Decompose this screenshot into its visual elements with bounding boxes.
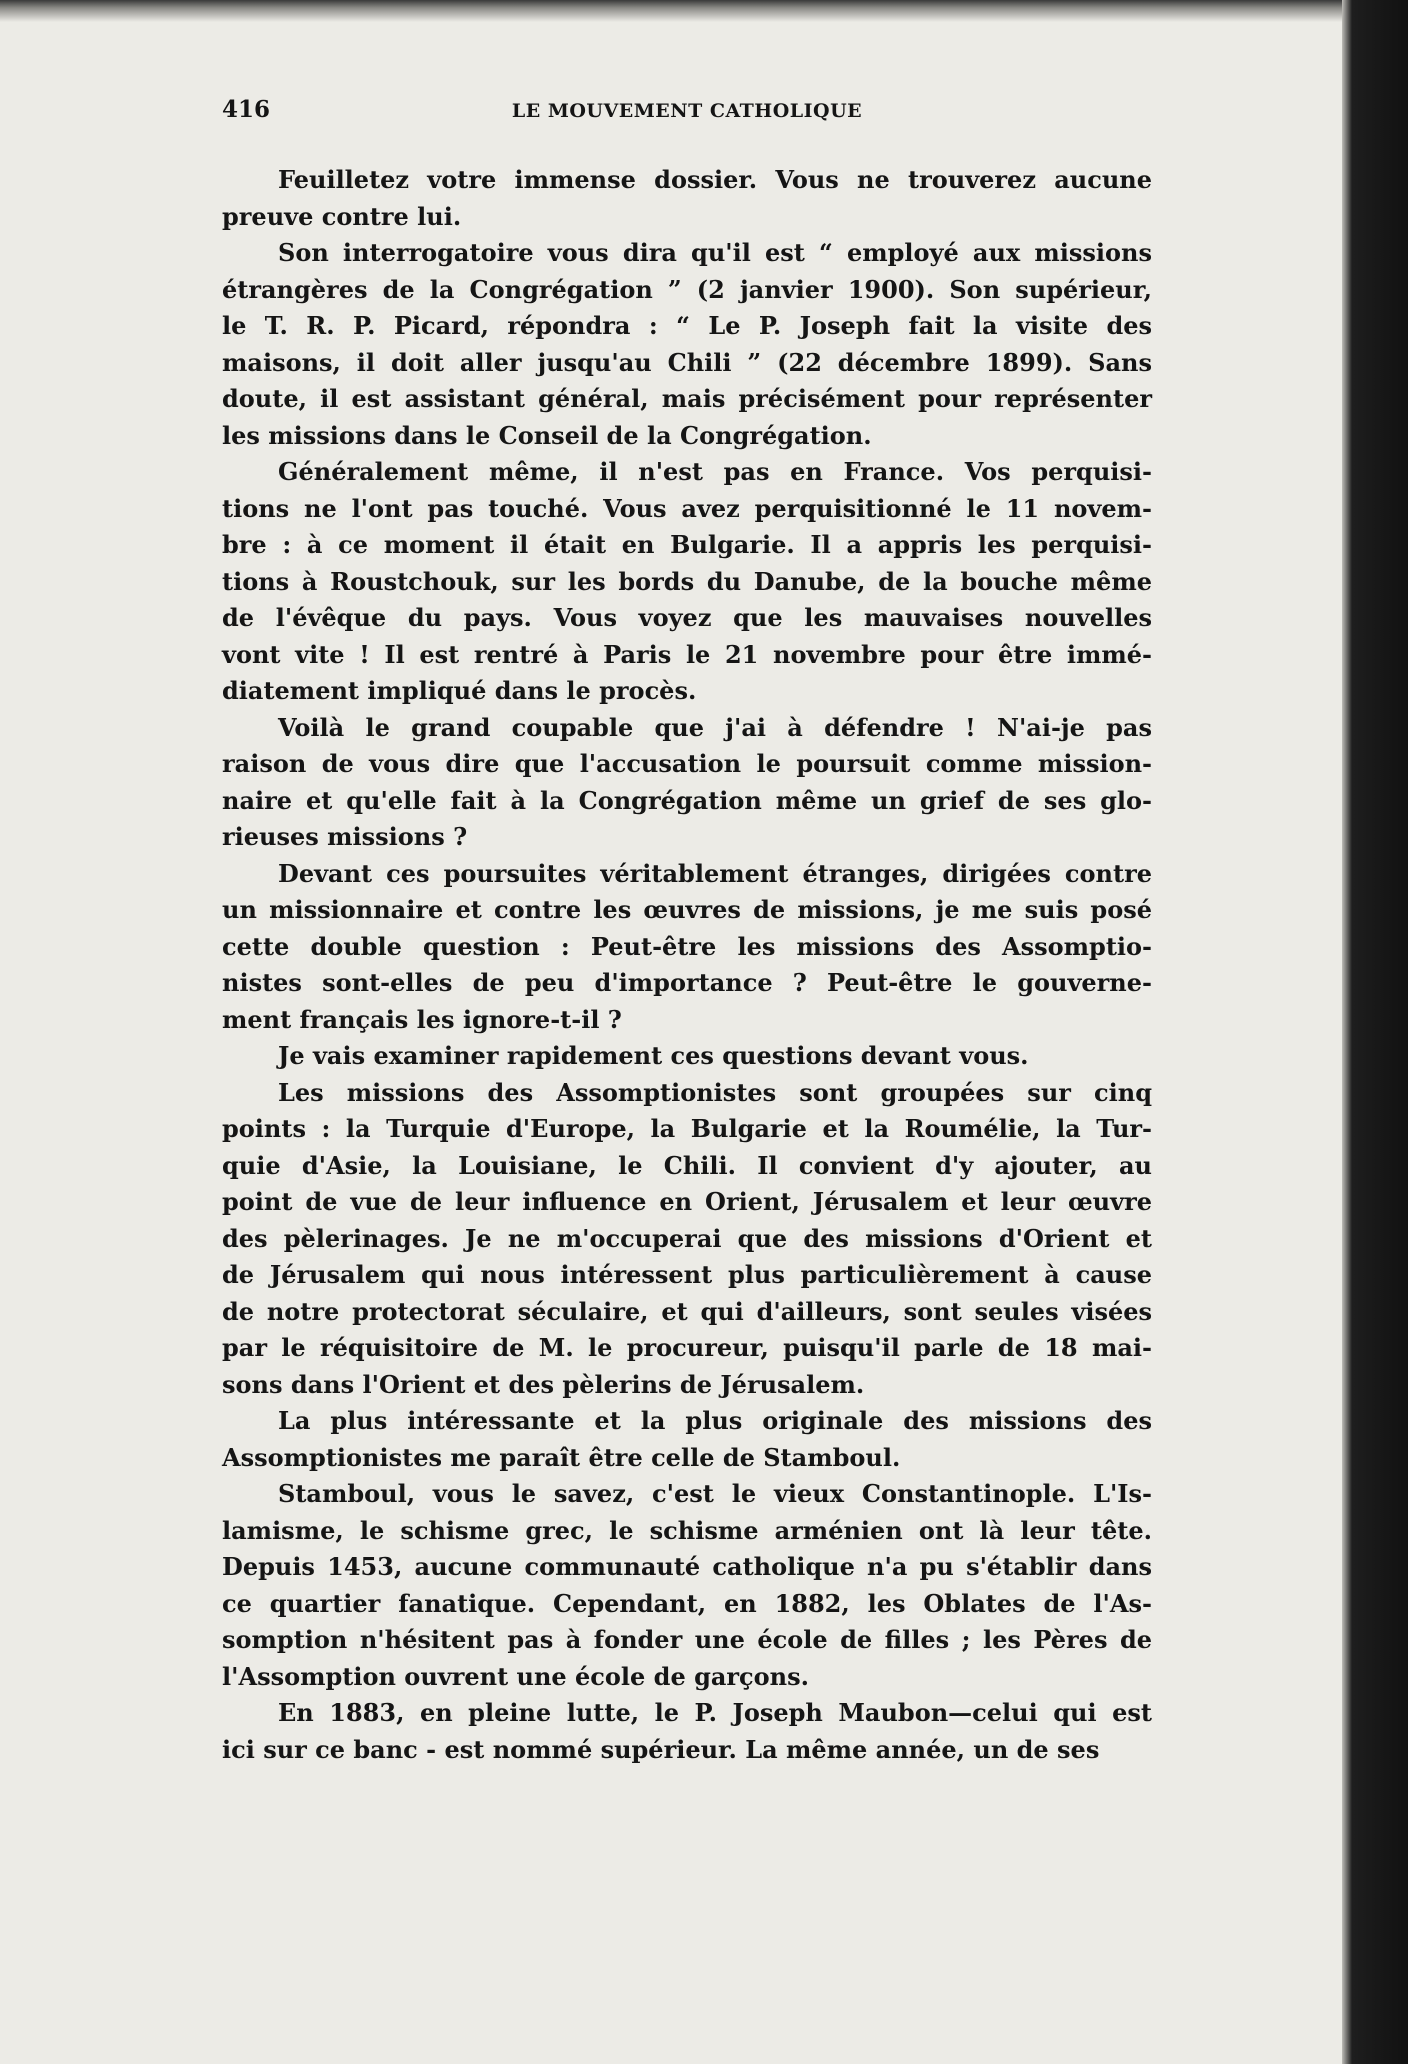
text-line: de notre protectorat séculaire, et qui d'ailleurs, sont seules visées: [222, 1296, 1152, 1326]
paragraph: [222, 454, 1152, 710]
paragraph: [222, 162, 1152, 235]
text-line: tions ne l'ont pas touché. Vous avez perquisitionné le 11 novem-: [222, 493, 1152, 523]
text-line: point de vue de leur influence en Orient, Jérusalem et leur œuvre: [222, 1187, 1152, 1216]
paragraph: [222, 1075, 1152, 1404]
text-line: naire et qu'elle fait à la Congrégation même un grief de ses glo-: [222, 785, 1152, 815]
text-line: doute, il est assistant général, mais précisément pour représenter: [222, 384, 1152, 413]
text-line: Stamboul, vous le savez, c'est le vieux Constantinople. L'Is-: [278, 1479, 1152, 1508]
text-line: somption n'hésitent pas à fonder une école de filles ; les Pères de: [222, 1625, 1152, 1654]
text-line: Je vais examiner rapidement ces questions devant vous.: [278, 1041, 1029, 1070]
paragraph: [222, 856, 1152, 1039]
text-line: raison de vous dire que l'accusation le poursuit comme mission-: [222, 749, 1152, 778]
text-line: Son interrogatoire vous dira qu'il est “ employé aux missions: [278, 238, 1152, 267]
text-line: Généralement même, il n'est pas en France. Vos perquisi-: [278, 457, 1152, 486]
text-line: vont vite ! Il est rentré à Paris le 21 novembre pour être immé-: [222, 639, 1152, 669]
text-line: Les missions des Assomptionistes sont groupées sur cinq: [278, 1077, 1152, 1107]
text-line: un missionnaire et contre les œuvres de missions, je me suis posé: [222, 895, 1152, 924]
page-content: [222, 96, 1152, 1768]
text-line: En 1883, en pleine lutte, le P. Joseph Maubon—celui qui est: [278, 1698, 1152, 1727]
text-line: maisons, il doit aller jusqu'au Chili ” (22 décembre 1899). Sans: [222, 347, 1152, 377]
text-line: étrangères de la Congrégation ” (2 janvier 1900). Son supérieur,: [222, 274, 1152, 304]
text-line: par le réquisitoire de M. le procureur, puisqu'il parle de 18 mai-: [222, 1333, 1152, 1362]
text-line: tions à Roustchouk, sur les bords du Danube, de la bouche même: [222, 566, 1152, 596]
text-line: diatement impliqué dans le procès.: [222, 676, 697, 705]
text-line: ce quartier fanatique. Cependant, en 1882, les Oblates de l'As-: [222, 1588, 1152, 1618]
top-edge-shadow: [0, 0, 1408, 22]
text-line: sons dans l'Orient et des pèlerins de Jérusalem.: [222, 1369, 865, 1399]
text-line: quie d'Asie, la Louisiane, le Chili. Il convient d'y ajouter, au: [222, 1150, 1152, 1180]
running-head: [222, 96, 1152, 136]
running-title: LE MOUVEMENT CATHOLIQUE: [511, 100, 863, 122]
text-line: preuve contre lui.: [222, 201, 462, 231]
text-line: bre : à ce moment il était en Bulgarie. Il a appris les perquisi-: [222, 530, 1152, 559]
text-line: l'Assomption ouvrent une école de garçons.: [222, 1661, 809, 1691]
text-line: de Jérusalem qui nous intéressent plus particulièrement à cause: [222, 1260, 1152, 1289]
paragraph: [222, 235, 1152, 454]
paragraph: [222, 1038, 1152, 1075]
text-line: Feuilletez votre immense dossier. Vous ne trouverez aucune: [278, 165, 1152, 194]
paragraph: [222, 1403, 1152, 1476]
text-line: lamisme, le schisme grec, le schisme arménien ont là leur tête.: [222, 1515, 1152, 1545]
paragraph: [222, 710, 1152, 856]
paragraph: [222, 1476, 1152, 1695]
text-line: Assomptionistes me paraît être celle de Stamboul.: [222, 1442, 901, 1472]
text-line: La plus intéressante et la plus originale des missions des: [278, 1406, 1152, 1435]
text-line: ici sur ce banc - est nommé supérieur. La même année, un de ses: [222, 1734, 1100, 1764]
text-line: les missions dans le Conseil de la Congrégation.: [222, 420, 872, 450]
text-line: Depuis 1453, aucune communauté catholique n'a pu s'établir dans: [222, 1552, 1152, 1581]
body-text: [222, 162, 1152, 1768]
text-line: Devant ces poursuites véritablement étranges, dirigées contre: [278, 858, 1152, 888]
text-line: Voilà le grand coupable que j'ai à défendre ! N'ai-je pas: [278, 712, 1152, 742]
binding-edge-shadow: [1342, 0, 1408, 2064]
text-line: de l'évêque du pays. Vous voyez que les mauvaises nouvelles: [222, 603, 1152, 632]
text-line: rieuses missions ?: [222, 822, 468, 851]
text-line: ment français les ignore-t-il ?: [222, 1004, 622, 1034]
text-line: le T. R. P. Picard, répondra : “ Le P. Joseph fait la visite des: [222, 311, 1152, 340]
text-line: cette double question : Peut-être les missions des Assomptio-: [222, 931, 1152, 961]
page-number: 416: [222, 96, 271, 123]
paragraph: [222, 1695, 1152, 1768]
text-line: nistes sont-elles de peu d'importance ? Peut-être le gouverne-: [222, 968, 1152, 997]
text-line: des pèlerinages. Je ne m'occuperai que des missions d'Orient et: [222, 1223, 1152, 1253]
text-line: points : la Turquie d'Europe, la Bulgarie et la Roumélie, la Tur-: [222, 1114, 1152, 1143]
